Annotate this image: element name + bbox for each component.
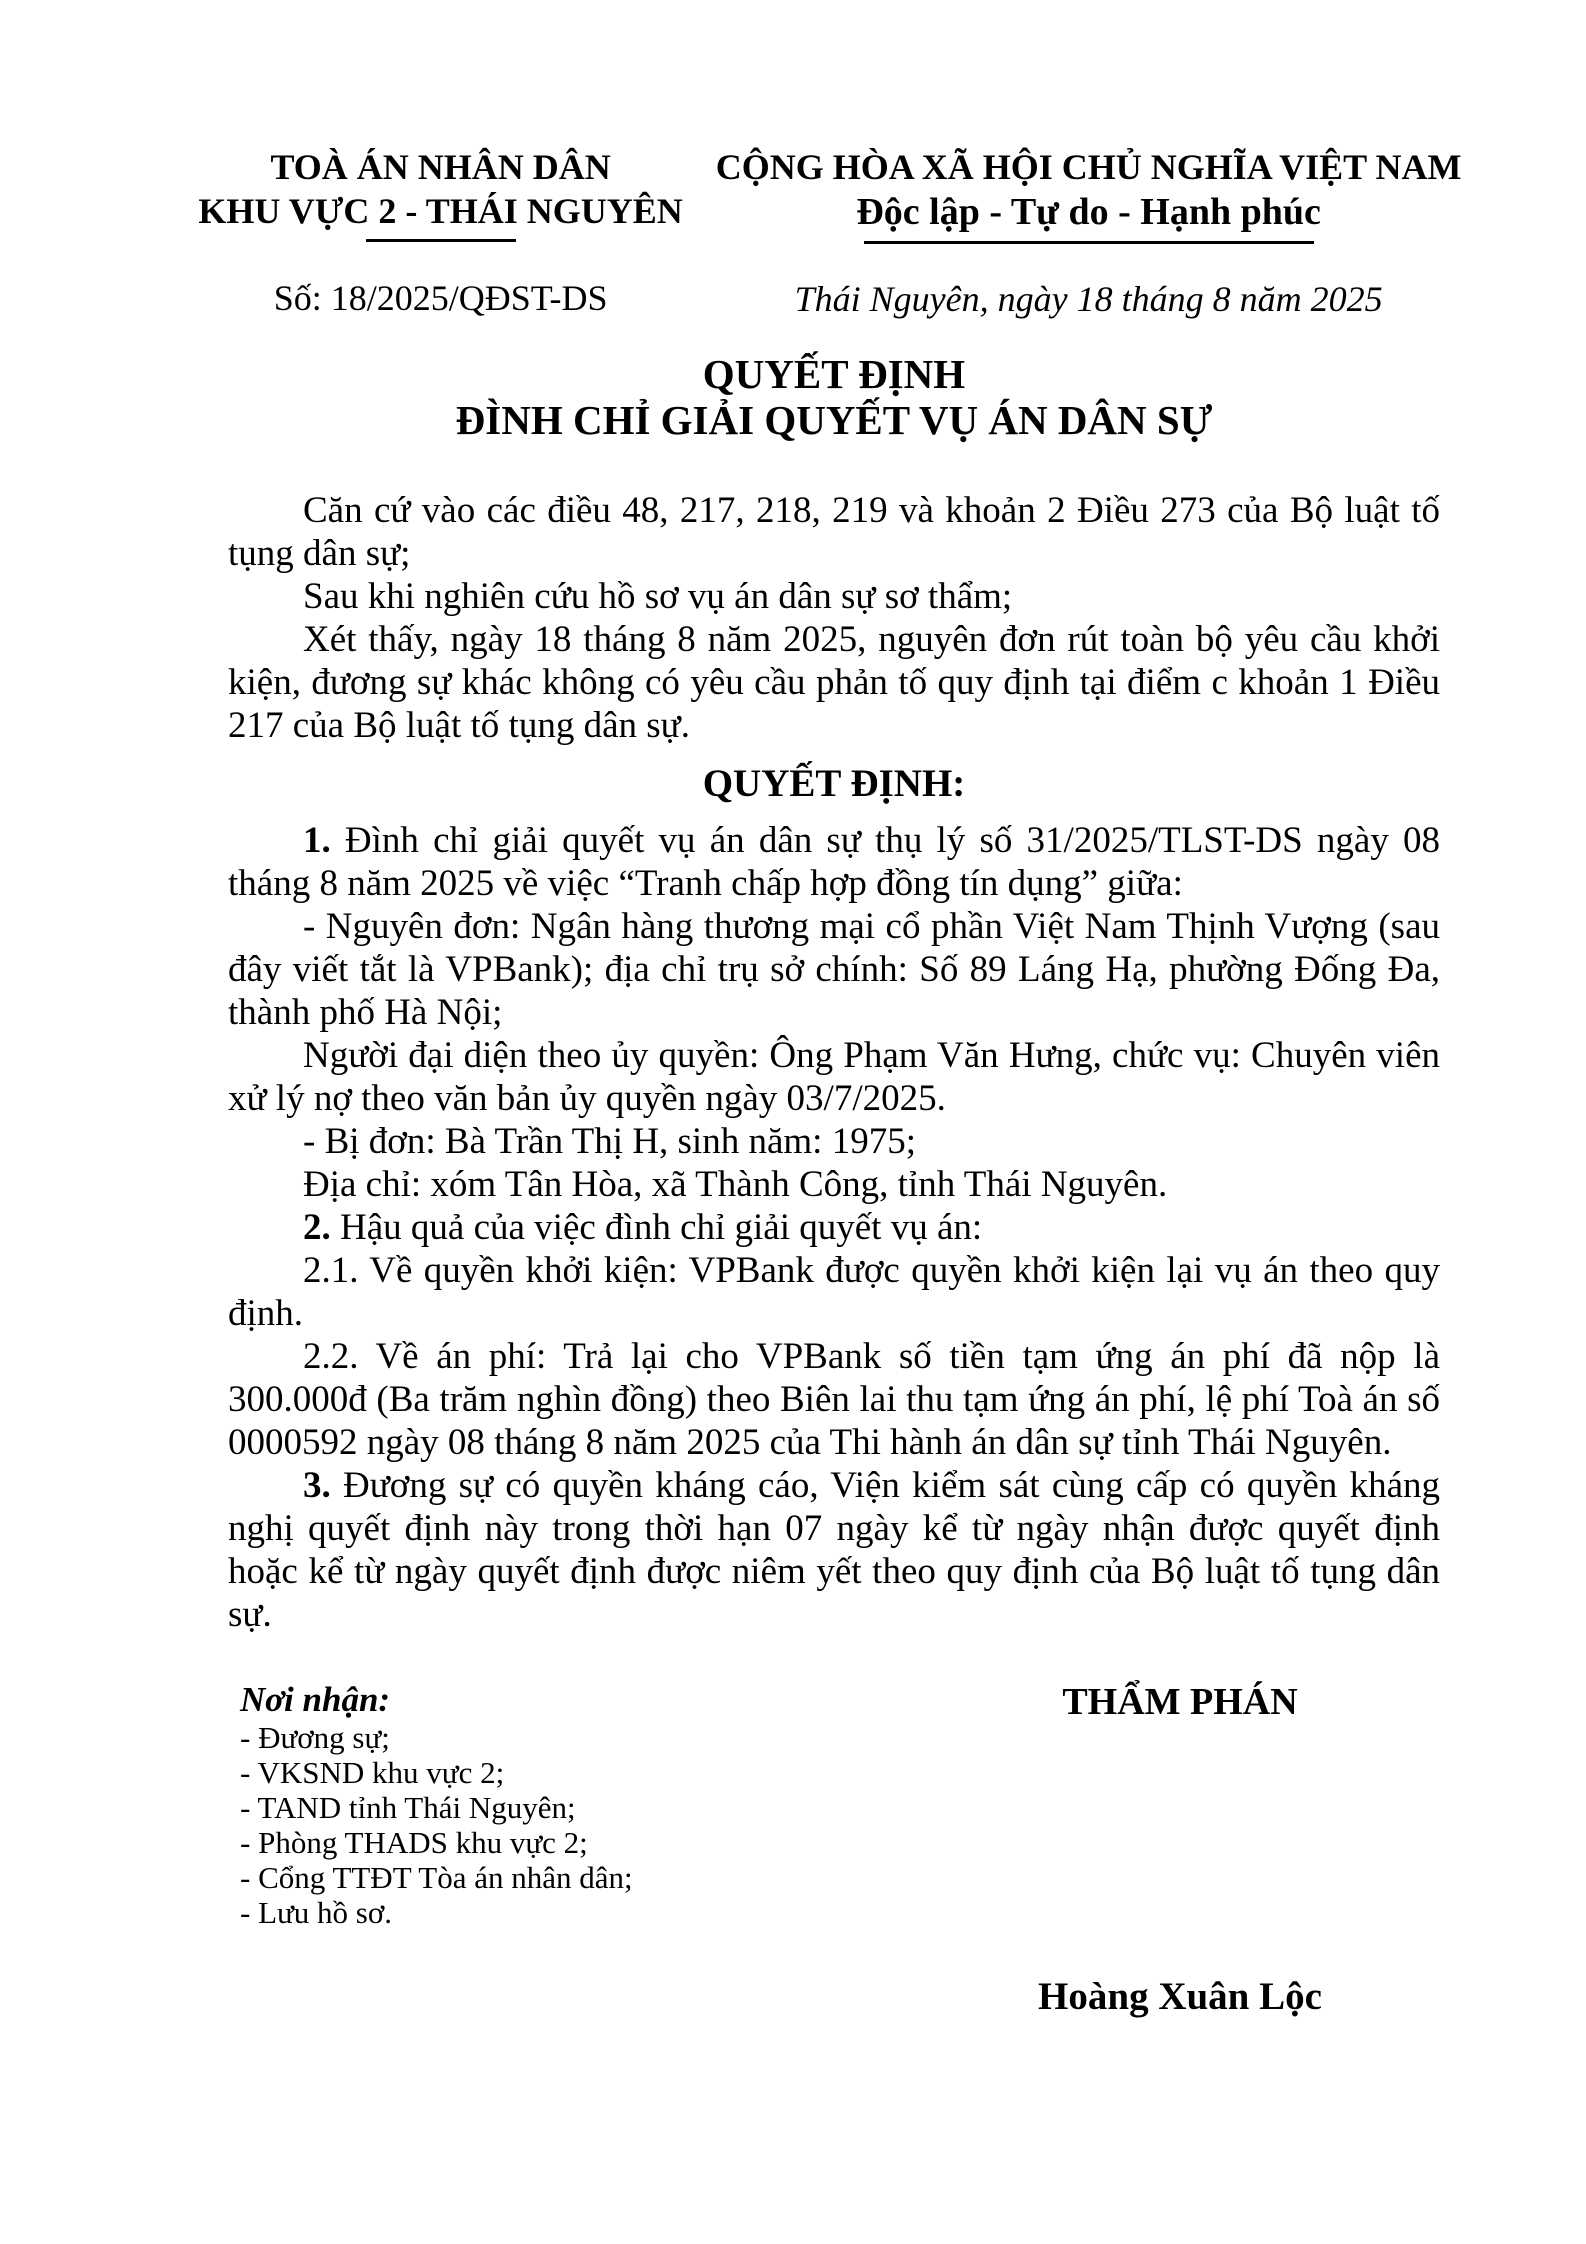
motto-underline xyxy=(864,241,1314,244)
title-line2: ĐÌNH CHỈ GIẢI QUYẾT VỤ ÁN DÂN SỰ xyxy=(455,397,1213,443)
recipient-item: - Phòng THADS khu vực 2; xyxy=(240,1825,588,1860)
defendant-paragraph xyxy=(228,1120,1440,1163)
article-number: 1. xyxy=(303,820,331,861)
article-paragraph-3 xyxy=(228,1464,1440,1636)
national-motto: Độc lập - Tự do - Hạnh phúc xyxy=(856,191,1321,233)
representative-paragraph xyxy=(228,1034,1440,1120)
article-text: Địa chỉ: xóm Tân Hòa, xã Thành Công, tỉnh Thái Nguyên. xyxy=(303,1164,1168,1205)
article-paragraph-2 xyxy=(228,1206,1440,1249)
article-text: - Nguyên đơn: Ngân hàng thương mại cổ phần Việt Nam Thịnh Vượng (sau đây viết tắt là VPBank); địa chỉ trụ sở chính: Số 89 Láng Hạ, phường Đống Đa, thành phố Hà Nội; xyxy=(228,906,1440,1033)
republic-name: CỘNG HÒA XÃ HỘI CHỦ NGHĨA VIỆT NAM xyxy=(715,147,1462,187)
signer-name: Hoàng Xuân Lộc xyxy=(1038,1975,1322,2018)
article-paragraph-1 xyxy=(228,819,1440,905)
article-text: Đình chỉ giải quyết vụ án dân sự thụ lý số 31/2025/TLST-DS ngày 08 tháng 8 năm 2025 về việc “Tranh chấp hợp đồng tín dụng” giữa: xyxy=(228,820,1440,904)
document-body xyxy=(228,489,1440,1636)
defendant-address-paragraph xyxy=(228,1163,1440,1206)
document-footer xyxy=(0,1680,1586,2020)
decision-section-heading: QUYẾT ĐỊNH: xyxy=(702,762,966,805)
article-text: - Bị đơn: Bà Trần Thị H, sinh năm: 1975; xyxy=(303,1121,916,1162)
plaintiff-paragraph xyxy=(228,905,1440,1034)
recipients-block xyxy=(240,1680,860,1930)
court-name-line2: KHU VỰC 2 - THÁI NGUYÊN xyxy=(198,191,683,231)
recipient-item: - VKSND khu vực 2; xyxy=(240,1755,505,1790)
recipients-label: Nơi nhận: xyxy=(240,1680,391,1719)
article-text: 2.2. Về án phí: Trả lại cho VPBank số tiền tạm ứng án phí đã nộp là 300.000đ (Ba trăm nghìn đồng) theo Biên lai thu tạm ứng án phí, lệ phí Toà án số 0000592 ngày 08 tháng 8 năm 2025 của Thi hành án dân sự tỉnh Thái Nguyên. xyxy=(228,1336,1440,1463)
article-text: Đương sự có quyền kháng cáo, Viện kiểm sát cùng cấp có quyền kháng nghị quyết định này trong thời hạn 07 ngày kể từ ngày nhận được quyết định hoặc kể từ ngày quyết định được niêm yết theo quy định của Bộ luật tố tụng dân sự. xyxy=(228,1465,1440,1635)
document-header xyxy=(0,0,1586,321)
document-title xyxy=(228,351,1440,443)
document-content xyxy=(0,351,1586,1636)
recipient-item: - TAND tỉnh Thái Nguyên; xyxy=(240,1790,576,1825)
article-paragraph-2-2 xyxy=(228,1335,1440,1464)
recipient-item: - Đương sự; xyxy=(240,1720,390,1755)
document-number: Số: 18/2025/QĐST-DS xyxy=(273,278,608,318)
signature-block xyxy=(920,1680,1440,2020)
recipient-item: - Lưu hồ sơ. xyxy=(240,1895,393,1930)
court-name-underline xyxy=(366,239,516,242)
national-motto-block xyxy=(711,145,1466,321)
article-text: Hậu quả của việc đình chỉ giải quyết vụ án: xyxy=(330,1207,983,1248)
preamble-paragraph: Xét thấy, ngày 18 tháng 8 năm 2025, nguyên đơn rút toàn bộ yêu cầu khởi kiện, đương sự khác không có yêu cầu phản tố quy định tại điểm c khoản 1 Điều 217 của Bộ luật tố tụng dân sự. xyxy=(228,619,1440,746)
signer-title: THẨM PHÁN xyxy=(1062,1681,1298,1723)
article-number: 2. xyxy=(303,1207,331,1248)
preamble-paragraph: Sau khi nghiên cứu hồ sơ vụ án dân sự sơ thẩm; xyxy=(303,576,1013,617)
recipient-item: - Cổng TTĐT Tòa án nhân dân; xyxy=(240,1860,633,1895)
court-name-line1: TOÀ ÁN NHÂN DÂN xyxy=(270,147,611,187)
article-paragraph-2-1 xyxy=(228,1249,1440,1335)
title-line1: QUYẾT ĐỊNH xyxy=(702,351,966,397)
preamble-paragraph: Căn cứ vào các điều 48, 217, 218, 219 và khoản 2 Điều 273 của Bộ luật tố tụng dân sự; xyxy=(228,490,1440,574)
article-number: 3. xyxy=(303,1465,331,1506)
article-text: 2.1. Về quyền khởi kiện: VPBank được quyền khởi kiện lại vụ án theo quy định. xyxy=(228,1250,1440,1334)
issuing-court-block xyxy=(170,145,711,321)
place-and-date: Thái Nguyên, ngày 18 tháng 8 năm 2025 xyxy=(794,279,1383,319)
article-text: Người đại diện theo ủy quyền: Ông Phạm Văn Hưng, chức vụ: Chuyên viên xử lý nợ theo văn bản ủy quyền ngày 03/7/2025. xyxy=(228,1035,1440,1119)
